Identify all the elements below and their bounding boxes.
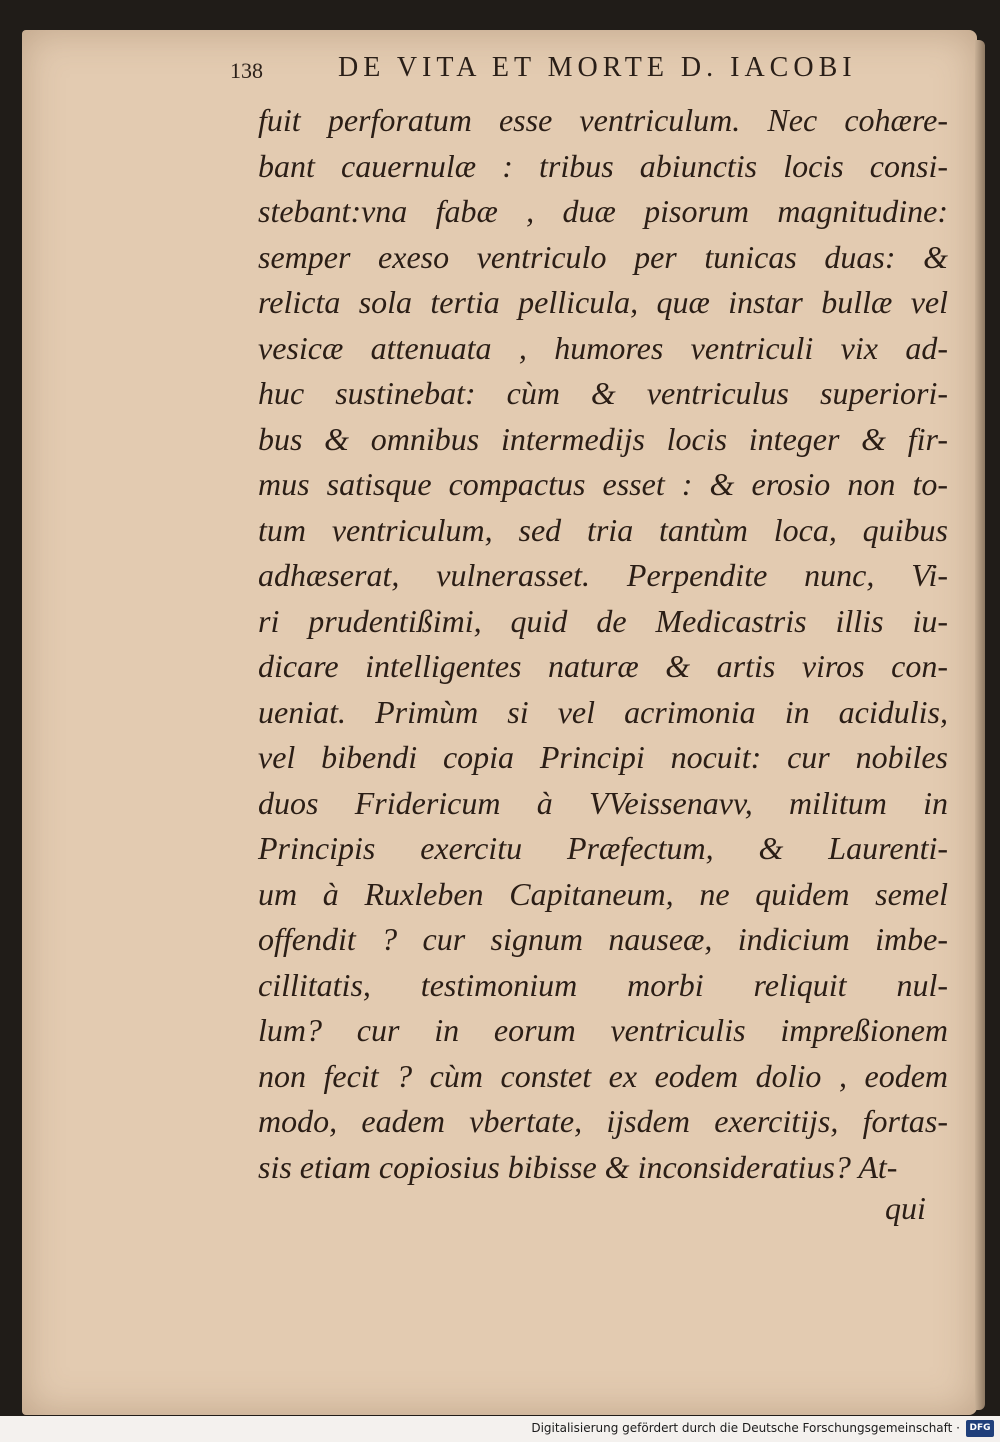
text-line: sis etiam copiosius bibisse & inconsideratius? At- — [258, 1148, 898, 1185]
text-line: stebant:vna fabæ , duæ pisorum magnitudine: — [258, 193, 948, 229]
text-line: bus & omnibus intermedijs locis integer & fir- — [258, 420, 948, 457]
text-line: um à Ruxleben Capitaneum, ne quidem semel — [258, 875, 948, 912]
text-line: ueniat. Primùm si vel acrimonia in acidulis, — [258, 693, 948, 730]
footer-bar — [0, 1416, 1000, 1442]
text-line: semper exeso ventriculo per tunicas duas: & — [258, 238, 948, 275]
funding-credit: Digitalisierung gefördert durch die Deutsche Forschungsgemeinschaft · — [531, 1421, 960, 1435]
page-edge — [975, 40, 985, 1410]
text-line: ri prudentißimi, quid de Medicastris illis iu- — [258, 602, 948, 639]
running-title: DE VITA ET MORTE D. IACOBI — [338, 52, 857, 83]
text-line: bant cauernulæ : tribus abiunctis locis consi- — [258, 147, 948, 184]
text-line: offendit ? cur signum nauseæ, indicium imbe- — [258, 921, 948, 957]
text-line: relicta sola tertia pellicula, quæ instar bullæ vel — [258, 284, 948, 320]
text-line: adhæserat, vulnerasset. Perpendite nunc, Vi- — [258, 557, 948, 593]
text-line: fuit perforatum esse ventriculum. Nec cohære- — [258, 102, 948, 138]
text-line: Principis exercitu Præfectum, & Laurenti- — [258, 830, 948, 866]
text-line: tum ventriculum, sed tria tantùm loca, quibus — [258, 511, 948, 548]
dfg-logo-icon: DFG — [966, 1420, 994, 1437]
text-line: modo, eadem vbertate, ijsdem exercitijs, fortas- — [258, 1103, 948, 1139]
text-line: non fecit ? cùm constet ex eodem dolio , eodem — [258, 1057, 948, 1094]
text-line: duos Fridericum à VVeissenavv, militum in — [258, 784, 948, 821]
text-line: vel bibendi copia Principi nocuit: cur nobiles — [258, 739, 948, 775]
page-number: 138 — [230, 58, 263, 83]
page-header — [230, 52, 950, 92]
catchword: qui — [885, 1190, 926, 1226]
text-line: mus satisque compactus esset : & erosio non to- — [258, 466, 948, 502]
body-text — [258, 98, 948, 1190]
text-line: lum? cur in eorum ventriculis impreßionem — [258, 1012, 948, 1048]
text-line: dicare intelligentes naturæ & artis viros con- — [258, 648, 948, 684]
text-line: cillitatis, testimonium morbi reliquit nul- — [258, 966, 948, 1003]
text-line: vesicæ attenuata , humores ventriculi vix ad- — [258, 329, 948, 366]
text-line: huc sustinebat: cùm & ventriculus superiori- — [258, 375, 948, 411]
